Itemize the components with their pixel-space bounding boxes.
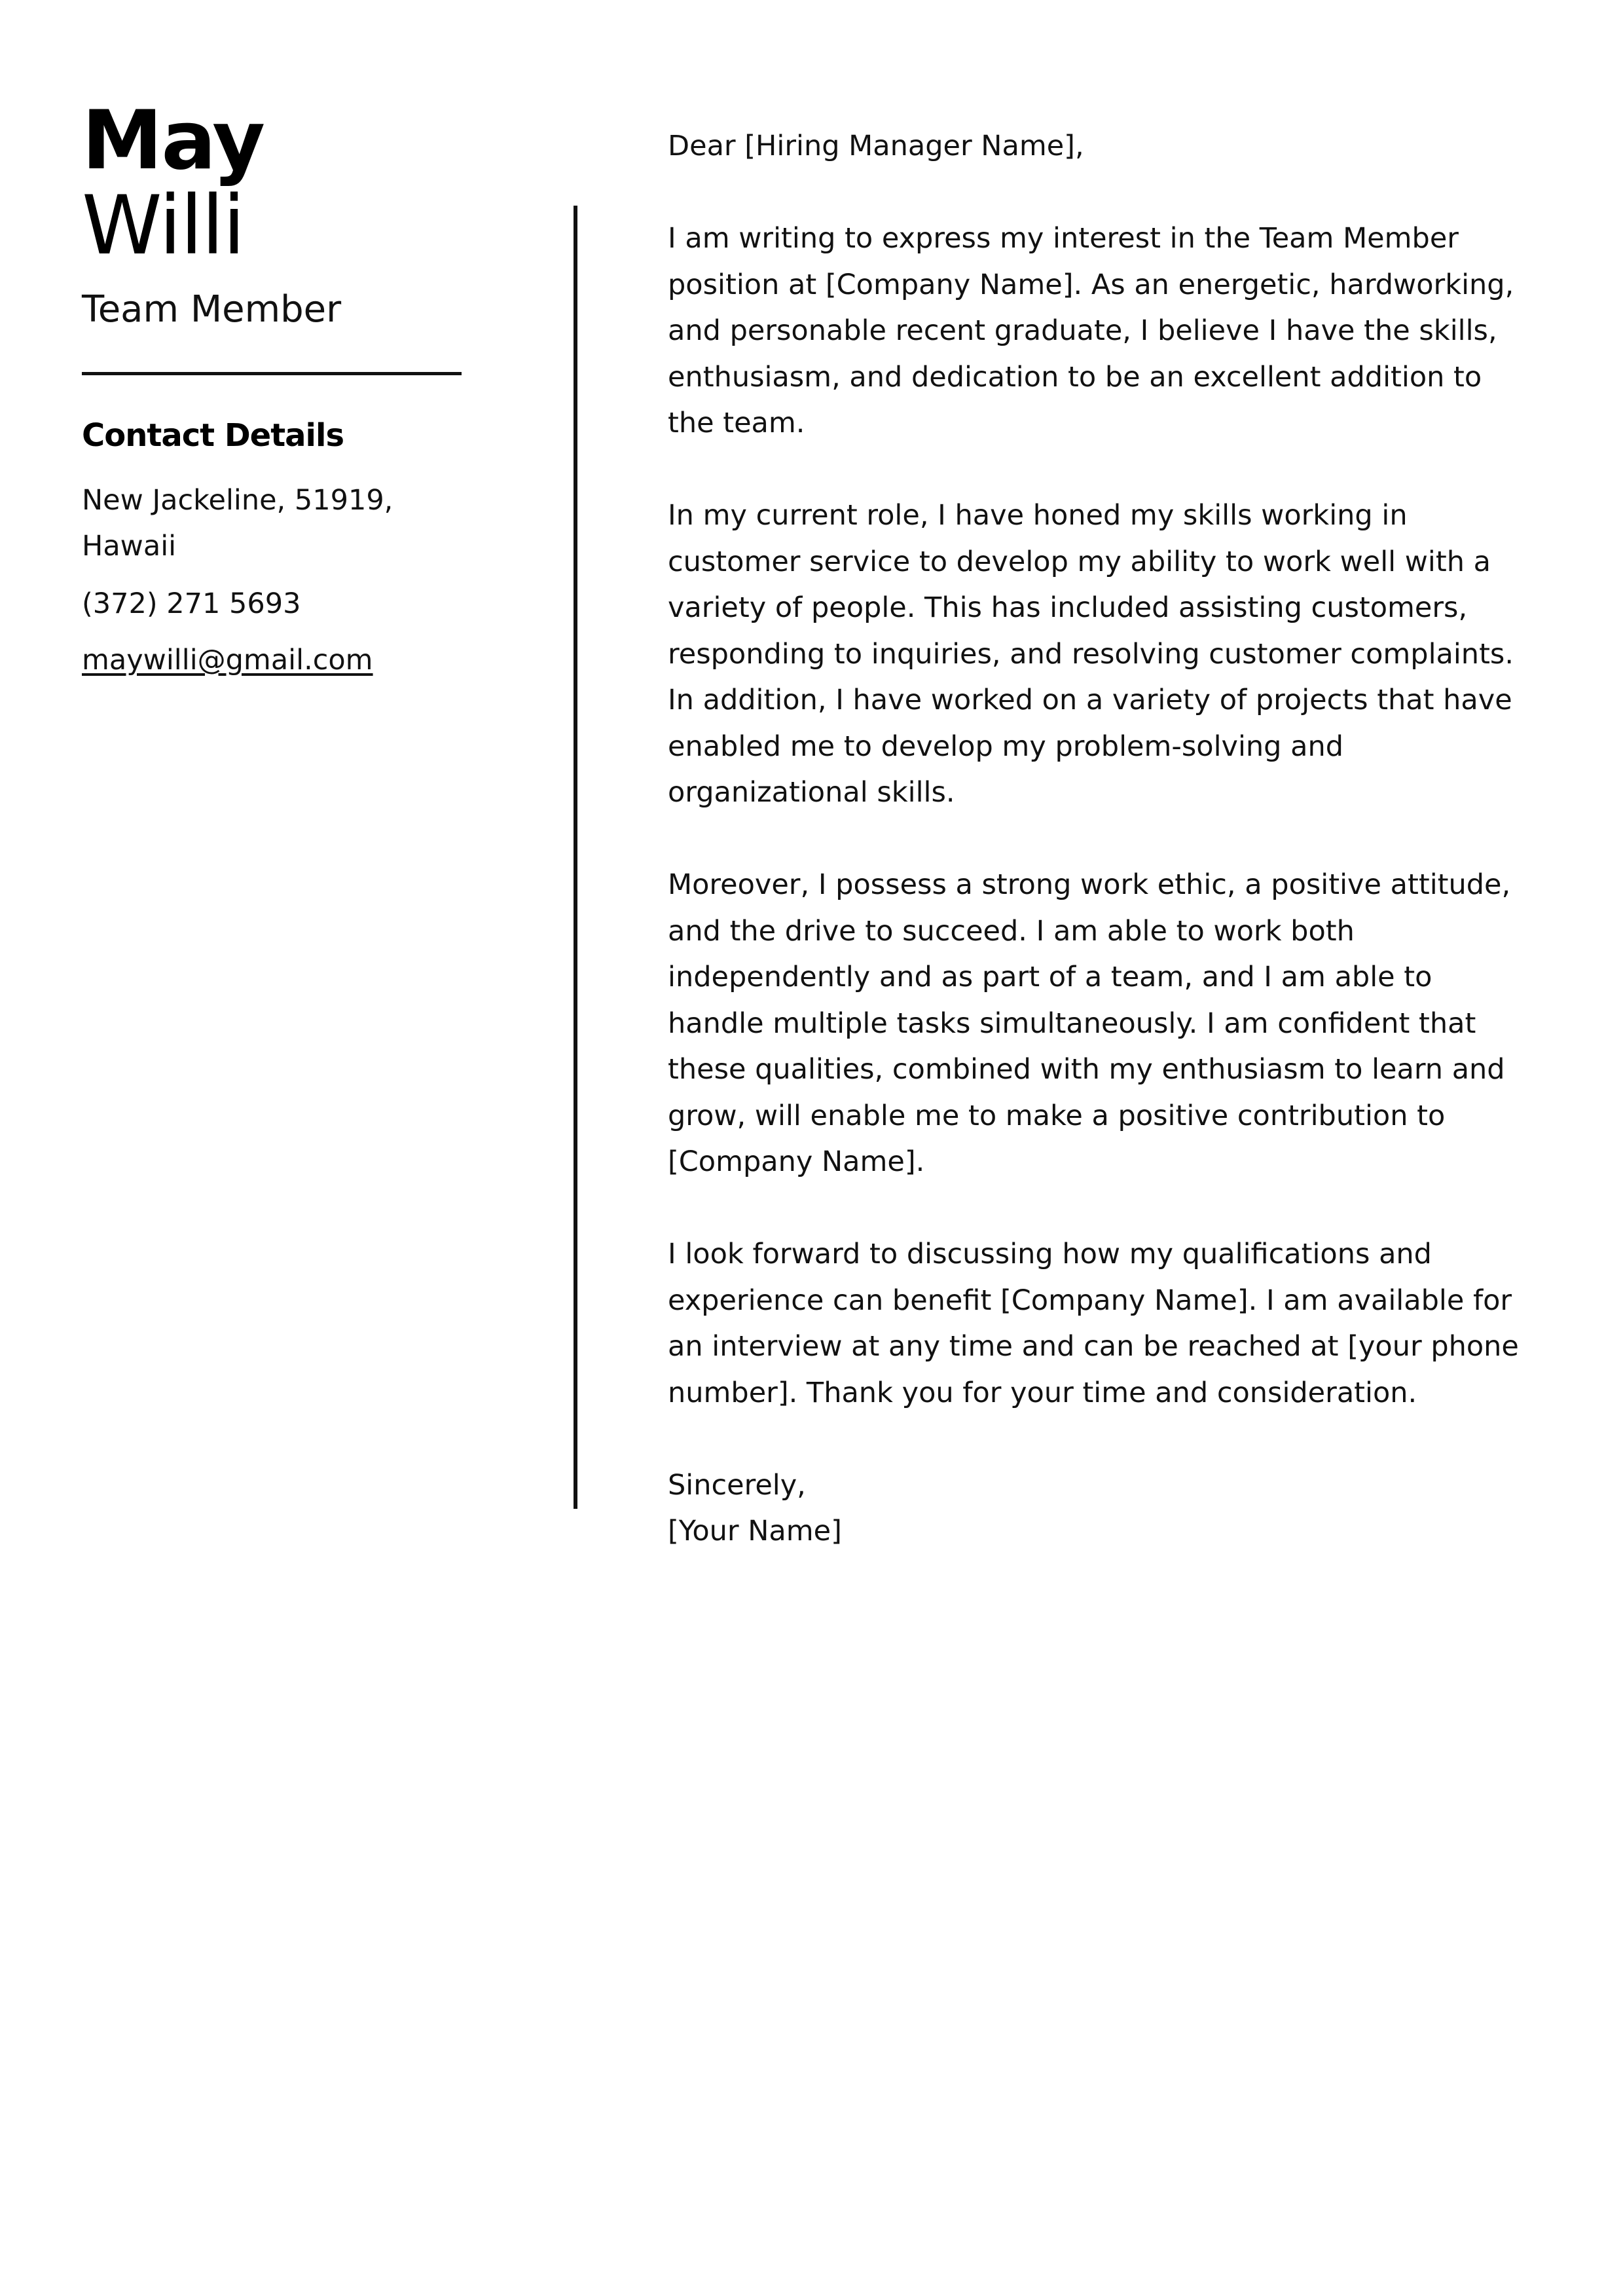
job-title: Team Member [82,288,342,331]
sidebar [82,94,475,683]
vertical-divider [574,206,577,1509]
contact-details-heading: Contact Details [82,417,344,454]
salutation: Dear [Hiring Manager Name], [668,130,1084,162]
closing-line: Sincerely, [668,1468,806,1502]
signature-name: [Your Name] [668,1515,842,1547]
contact-phone: (372) 271 5693 [82,587,301,620]
contact-address: New Jackeline, 51919, Hawaii [82,484,393,563]
contact-email-link[interactable]: maywilli@gmail.com [82,644,373,676]
letter-paragraph: Moreover, I possess a strong work ethic, a positive attitude, and the drive to succeed. I am able to work both independently and as part of a team, and I am able to handle multiple tasks simultaneously. I am confident that these qualities, combined with my enthusiasm to learn and grow, will enable me to make a positive contribution to [Company Name]. [668,868,1511,1178]
closing-block [668,1462,1519,1555]
letter-paragraph: I look forward to discussing how my qualifications and experience can benefit [Company Name]. I am available for an interview at any time and can be reached at [your phone number]. Thank you for your time and consideration. [668,1238,1519,1409]
section-divider [82,372,462,375]
candidate-name [82,94,475,273]
first-name: May [82,94,264,188]
letter-paragraph: I am writing to express my interest in the Team Member position at [Company Name]. As an energetic, hardworking, and personable recent graduate, I believe I have the skills, enthusiasm, and dedication to be an excellent addition to the team. [668,222,1514,439]
last-name: Willi [82,179,244,273]
letter-body [668,123,1519,1555]
letter-paragraph: In my current role, I have honed my skills working in customer service to develop my ability to work well with a variety of people. This has included assisting customers, responding to inquiries, and resolving customer complaints. In addition, I have worked on a variety of projects that have enabled me to develop my problem-solving and organizational skills. [668,499,1514,809]
